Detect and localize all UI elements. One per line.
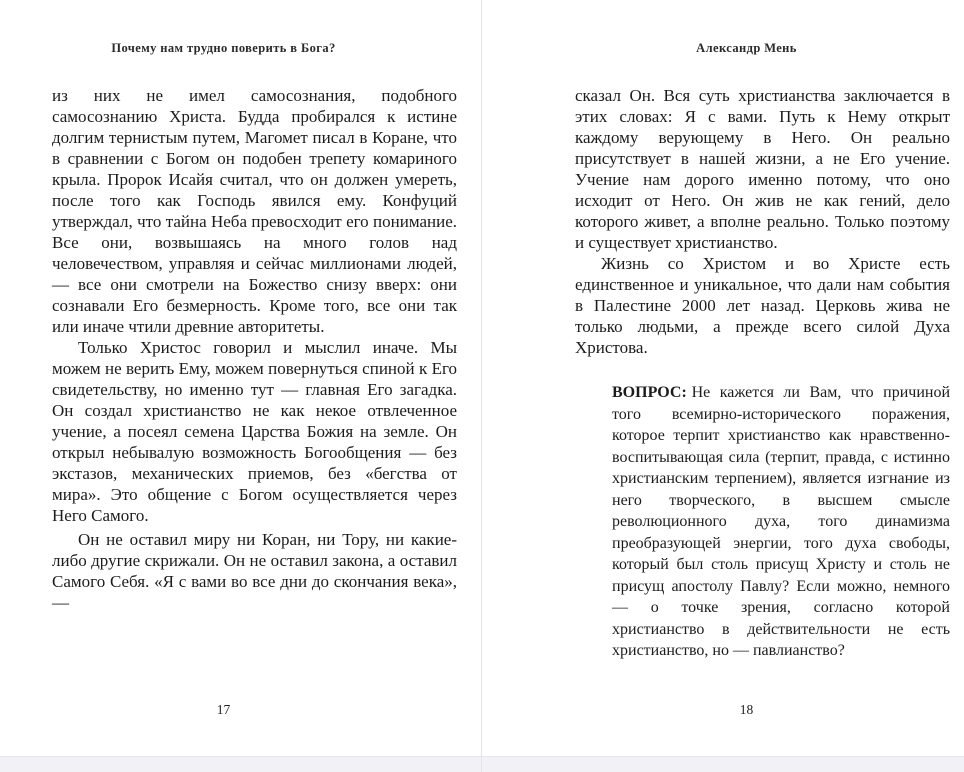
body-paragraph: из них не имел самосознания, подобного самосознанию Христа. Будда пробирался к истине долгим тернистым путем, Магомет писал в Коране, что в сравнении с Богом он подобен трепету комариного крыла. Пророк Исайя считал, что он должен умереть, после того как Господь явился ему. Конфуций утверждал, что тайна Неба превосходит его понимание. Все они, возвышаясь на много голов над человечеством, управляя и сейчас миллионами людей, — все они смотрели на Божество снизу вверх: они сознавали Его безмерность. Кроме того, все они так или иначе чтили древние авторитеты. (52, 86, 457, 336)
running-head-right: Александр Мень (696, 41, 797, 55)
page-divider (481, 0, 482, 772)
right-page-body (575, 85, 950, 662)
question-label: ВОПРОС: (612, 384, 687, 401)
question-block (612, 382, 950, 662)
body-paragraph: сказал Он. Вся суть христианства заключается в этих словах: Я с вами. Путь к Нему открыт каждому верующему в Него. Он реально присутствует в нашей жизни, а не Его учение. Учение нам дорого именно потому, что оно исходит от Него. Он жив не как гений, дело которого живет, а вполне реально. Только поэтому и существует христианство. (575, 86, 950, 252)
page-number-right: 18 (739, 702, 754, 717)
running-head-left: Почему нам трудно поверить в Бога? (111, 41, 336, 55)
body-paragraph: Только Христос говорил и мыслил иначе. Мы можем не верить Ему, можем повернуться спиной к Его свидетельству, но именно тут — главная Его загадка. Он создал христианство не как некое отвлеченное учение, а посеял семена Царства Божия на земле. Он открыл небывалую возможность Богообщения — без экстазов, механических приемов, без «бегства от мира». Это общение с Богом осуществляется через Него Самого. (52, 338, 457, 525)
page-number-left: 17 (216, 702, 231, 717)
bottom-bar (0, 756, 964, 772)
question-text: Не кажется ли Вам, что причиной того всемирно-исторического поражения, которое терпит христианство как нравственно-воспитывающая сила (терпит, правда, с истинно христианским терпением), является изгнание из него творческого, в высшем смысле революционного духа, того динамизма преобразующей энергии, того духа свободы, который был столь присущ Христу и столь не присущ апостолу Павлу? Если можно, немного — о точке зрения, согласно которой христианство в действительности не есть христианство, но — павлианство? (612, 384, 950, 659)
right-page (575, 0, 950, 772)
body-paragraph: Он не оставил миру ни Коран, ни Тору, ни какие-либо другие скрижали. Он не оставил закона, а оставил Самого Себя. «Я с вами во все дни до скончания века», — (52, 530, 457, 612)
body-paragraph: Жизнь со Христом и во Христе есть единственное и уникальное, что дали нам события в Палестине 2000 лет назад. Церковь жива не только людьми, а прежде всего силой Духа Христова. (575, 254, 950, 357)
left-page (52, 0, 457, 772)
left-page-body (52, 85, 457, 613)
